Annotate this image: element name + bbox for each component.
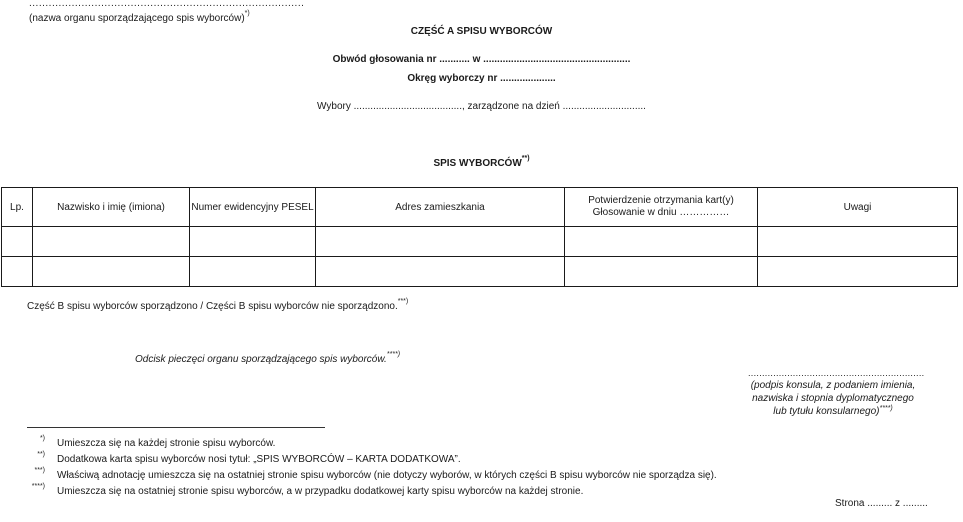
col-header-name: Nazwisko i imię (imiona)	[33, 188, 190, 227]
cell-remarks[interactable]	[758, 227, 958, 257]
table-row	[2, 257, 958, 287]
consul-signature-block	[748, 367, 925, 418]
cell-pesel[interactable]	[190, 227, 316, 257]
page-number: Strona ......... z .........	[835, 498, 928, 509]
footnote-separator	[27, 427, 325, 428]
signature-caption-line2: nazwiska i stopnia dyplomatycznego	[752, 393, 914, 404]
footnote-ref-4b: ****)	[879, 405, 893, 412]
cell-remarks[interactable]	[758, 257, 958, 287]
cell-address[interactable]	[316, 227, 565, 257]
elections-line: Wybory ......................................., zarządzone na dzień ..............................	[317, 101, 646, 112]
organ-name-label: (nazwa organu sporządzającego spis wyborców)*)	[29, 10, 250, 24]
col-header-pesel: Numer ewidencyjny PESEL	[190, 188, 316, 227]
table-header-row	[2, 188, 958, 227]
footnote-mark-1: *)	[39, 435, 45, 442]
cell-name[interactable]	[33, 227, 190, 257]
cell-confirmation[interactable]	[565, 257, 758, 287]
col-header-remarks: Uwagi	[758, 188, 958, 227]
organ-name-dotted-line: ....................................................................................	[29, 0, 305, 9]
cell-name[interactable]	[33, 257, 190, 287]
footnote-text-2: Dodatkowa karta spisu wyborców nosi tytuł: „SPIS WYBORCÓW – KARTA DODATKOWA”.	[57, 454, 461, 465]
table-row	[2, 227, 958, 257]
cell-pesel[interactable]	[190, 257, 316, 287]
footnote-mark-2: **)	[37, 451, 45, 458]
signature-caption-line3: lub tytułu konsularnego)****)	[773, 405, 893, 417]
footnote-ref-4: ****)	[386, 351, 401, 358]
part-b-statement: Część B spisu wyborców sporządzono / Części B spisu wyborców nie sporządzono.***)	[27, 298, 409, 312]
footnote-mark-4: ****)	[31, 483, 45, 490]
footnote-ref-3: ***)	[397, 298, 409, 305]
footnote-text-1: Umieszcza się na każdej stronie spisu wyborców.	[57, 438, 276, 449]
footnote-ref-2: **)	[521, 155, 530, 162]
cell-lp[interactable]	[2, 227, 33, 257]
stamp-label: Odcisk pieczęci organu sporządzającego spis wyborców.****)	[135, 351, 401, 365]
cell-confirmation[interactable]	[565, 227, 758, 257]
footnote-mark-3: ***)	[34, 467, 45, 474]
cell-address[interactable]	[316, 257, 565, 287]
footnote-ref-1: *)	[244, 10, 250, 17]
part-a-title: CZĘŚĆ A SPISU WYBORCÓW	[410, 26, 553, 37]
footnote-text-4: Umieszcza się na ostatniej stronie spisu wyborców, a w przypadku dodatkowej karty spisu wyborców na każdej stronie.	[57, 486, 584, 497]
footnote-text-3: Właściwą adnotację umieszcza się na ostatniej stronie spisu wyborców (nie dotyczy wyborów, w których części B spisu wyborców nie sporządza się).	[57, 470, 717, 481]
col-header-address: Adres zamieszkania	[316, 188, 565, 227]
signature-caption-line1: (podpis konsula, z podaniem imienia,	[750, 380, 916, 391]
signature-dotted-line: ...............................................................	[748, 368, 925, 378]
voter-list-title: SPIS WYBORCÓW**)	[433, 155, 530, 169]
col-header-lp: Lp.	[2, 188, 33, 227]
voter-list-table	[1, 187, 958, 287]
cell-lp[interactable]	[2, 257, 33, 287]
col-header-confirmation: Potwierdzenie otrzymania kart(y) Głosowanie w dniu ……………	[565, 188, 758, 227]
constituency-line: Okręg wyborczy nr ....................	[407, 73, 556, 84]
polling-district-line: Obwód głosowania nr ........... w .....................................................	[332, 54, 631, 65]
